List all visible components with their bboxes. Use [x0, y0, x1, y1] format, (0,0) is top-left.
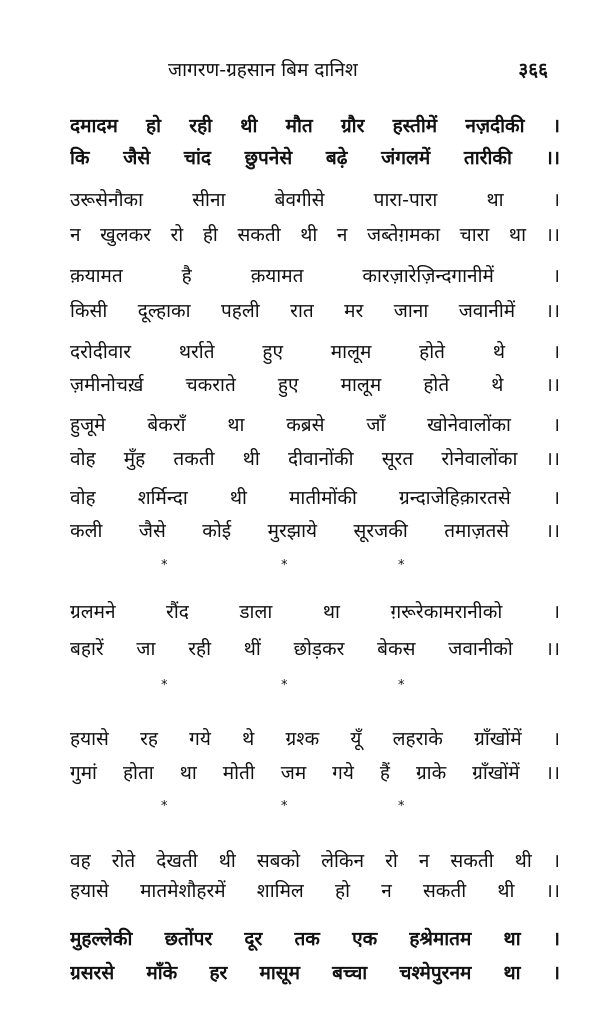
- verse-line: किसी दूल्हाका पहली रात मर जाना जवानीमें ।।: [70, 300, 560, 322]
- verse-line: हुजूमे बेकराँ था कब्रसे जाँ खोनेवालोंका ।: [70, 414, 560, 436]
- section-separator: [0, 797, 600, 817]
- verse-line: न खुलकर रो ही सकती थी न जब्तेग़मका चारा था ।।: [70, 224, 560, 246]
- verse-line: मुहल्लेकी छतोंपर दूर तक एक हश्रेमातम था ।: [70, 928, 560, 950]
- separator-star: *: [161, 678, 168, 693]
- separator-star: *: [161, 558, 168, 573]
- section-separator: [0, 556, 600, 576]
- separator-star: *: [281, 678, 288, 693]
- verse-line: वोह शर्मिन्दा थी मातीमोंकी ग्रन्दाजेहिक़ारतसे ।: [70, 487, 560, 509]
- verse-line: हयासे मातमेशौहरमें शामिल हो न सकती थी ।।: [70, 880, 560, 902]
- separator-star: *: [281, 799, 288, 814]
- verse-line: गुमां होता था मोती जम गये हैं ग्राके ग्राँखोंमें ।।: [70, 762, 560, 784]
- verse-line: वोह मुँह तकती थी दीवानोंकी सूरत रोनेवालोंका ।।: [70, 448, 560, 470]
- verse-line: कली जैसे कोई मुरझाये सूरजकी तमाज़तसे ।।: [70, 520, 560, 542]
- separator-star: *: [398, 678, 405, 693]
- separator-star: *: [161, 799, 168, 814]
- section-separator: [0, 676, 600, 696]
- separator-star: *: [398, 558, 405, 573]
- verse-line: ज़मीनोचर्ख़ चकराते हुए मालूम होते थे ।।: [70, 374, 560, 396]
- verse-line: कि जैसे चांद छुपनेसे बढ़े जंगलमें तारीकी ।।: [70, 147, 560, 169]
- verse-line: ग्रसरसे माँके हर मासूम बच्चा चश्मेपुरनम था ।: [70, 962, 560, 984]
- verse-line: बहारें जा रही थीं छोड़कर बेकस जवानीको ।।: [70, 638, 560, 660]
- separator-star: *: [398, 799, 405, 814]
- verse-line: क़यामत है क़यामत कारज़ारेज़िन्दगानीमें ।: [70, 265, 560, 287]
- separator-star: *: [281, 558, 288, 573]
- verse-line: उरूसेनौका सीना बेवगीसे पारा-पारा था ।: [70, 189, 560, 211]
- page-number: ३६६: [518, 59, 548, 81]
- verse-line: हयासे रह गये थे ग्रश्क यूँ लहराके ग्राँखोंमें ।: [70, 728, 560, 750]
- verse-line: दमादम हो रही थी मौत ग्रौर हस्तीमें नज़दीकी ।: [70, 115, 560, 137]
- verse-line: वह रोते देखती थी सबको लेकिन रो न सकती थी ।: [70, 850, 560, 872]
- page-header: [0, 56, 600, 86]
- verse-line: दरोदीवार थर्राते हुए मालूम होते थे ।: [70, 341, 560, 363]
- verse-line: ग्रलमने रौंद डाला था ग़रूरेकामरानीको ।: [70, 601, 560, 623]
- running-title: जागरण-ग्रहसान बिम दानिश: [168, 59, 358, 81]
